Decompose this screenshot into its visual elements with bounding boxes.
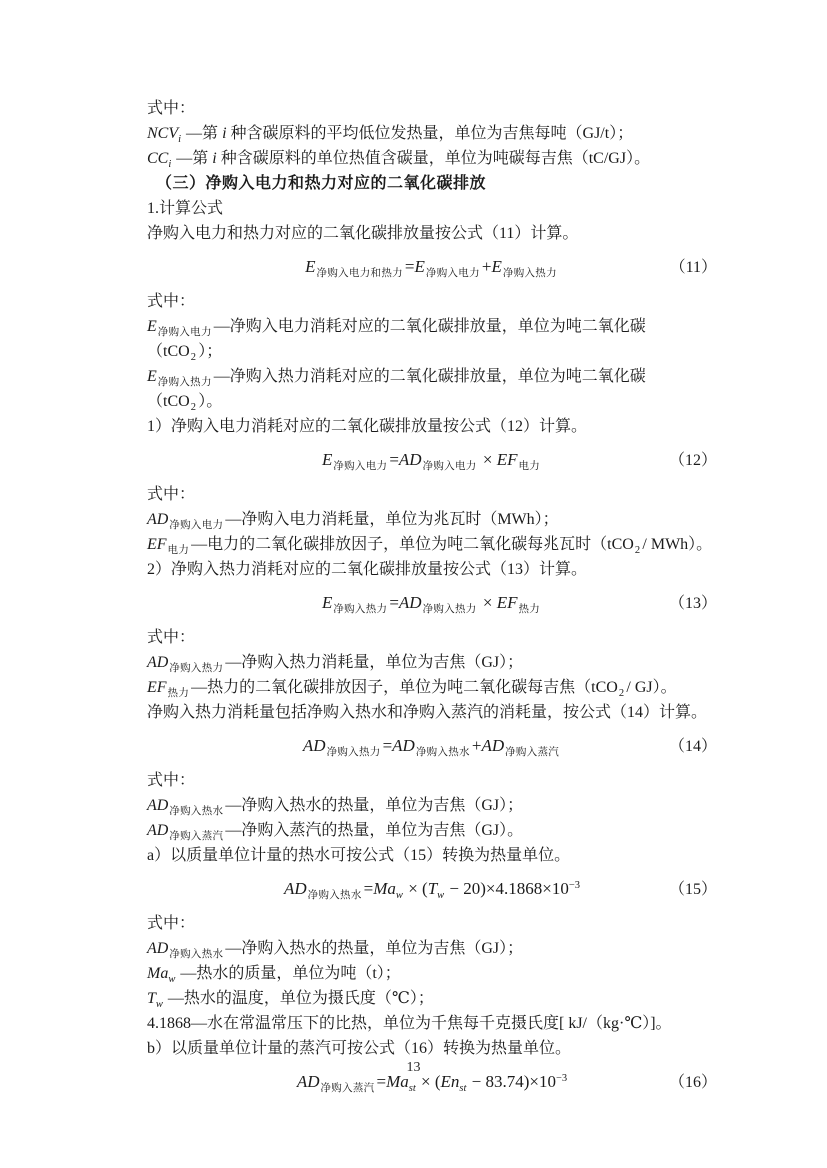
equation-body [303,733,561,758]
equation-body [322,447,542,472]
variable: AD [147,654,169,671]
subscript: st [459,1083,467,1094]
line-text [147,847,570,864]
equation-body [305,254,559,279]
text-run: × ( [403,879,428,898]
text-line [147,936,717,961]
text-run: —净购入热力消耗量，单位为吉焦（GJ）； [225,654,524,671]
text-run: 4.1868—水在常温常压下的比热，单位为千焦每千克摄氏度[ kJ/（kg·℃）]。 [147,1015,672,1032]
variable: E [305,257,316,276]
text-line [147,121,717,146]
subscript: st [408,1083,416,1094]
line-text [147,1040,571,1057]
text-line [147,314,717,364]
line-text [147,704,707,721]
equation-number: （14） [669,738,718,755]
text-run: − 20)×4.1868×10 [445,879,569,898]
text-line [147,911,717,936]
text-run: = [404,257,415,276]
line-text [147,536,713,556]
text-line [147,675,717,700]
subscript: i [168,159,172,170]
subscript: 净购入热力 [326,747,381,758]
page-number: 13 [406,1060,421,1075]
line-text [147,150,651,170]
subscript: 净购入热力 [502,268,557,279]
equation-row [147,447,717,473]
text-run: （三）净购入电力和热力对应的二氧化碳排放 [156,175,487,192]
text-line [147,768,717,793]
text-line [147,482,717,507]
text-run: = [363,879,374,898]
text-run: —热水的温度，单位为摄氏度（℃）； [163,990,434,1007]
text-line [147,146,717,171]
line-text [147,629,195,646]
subscript: 净购入蒸汽 [505,747,560,758]
variable: E [147,318,157,335]
line-text [147,940,524,960]
variable: EF [496,593,518,612]
line-text [147,225,578,242]
subscript: 净购入蒸汽 [320,1083,375,1094]
variable: Ma [373,879,396,898]
text-run: —第 [182,125,223,142]
variable: AD [283,879,307,898]
text-run: b）以质量单位计量的蒸汽可按公式（16）转换为热量单位。 [147,1040,572,1057]
text-line [147,96,717,121]
text-run: 式中： [147,629,196,646]
text-line [147,1011,717,1036]
line-text [147,915,195,932]
text-run: = [382,736,393,755]
text-line [147,961,717,986]
text-run: —第 [172,150,213,167]
subscript: 电力 [518,461,541,472]
equation-number-area [561,734,717,759]
text-run: × ( [416,1072,441,1091]
variable: E [321,593,333,612]
subscript: i [178,134,182,145]
equation-row [147,590,717,616]
text-run: —净购入热力消耗对应的二氧化碳排放量，单位为吨二氧化碳（tCO [147,368,646,410]
line-text [147,200,223,217]
text-run: —净购入热水的热量，单位为吉焦（GJ）； [225,797,524,814]
line-text [147,125,634,145]
text-run: − 83.74)×10 [467,1072,557,1091]
variable: EF [496,450,518,469]
variable: AD [398,593,422,612]
variable: AD [147,511,169,528]
subscript: 2 [634,545,641,556]
line-text [147,318,646,363]
variable: CC [147,150,169,167]
line-text [147,772,195,789]
text-run: —电力的二氧化碳排放因子，单位为吨二氧化碳每兆瓦时（tCO [191,536,634,553]
subscript: 净购入蒸汽 [169,831,224,842]
subscript: 净购入电力和热力 [316,268,403,279]
line-text [147,1015,672,1032]
text-line [147,1036,717,1061]
text-line [147,650,717,675]
subscript: 净购入热力 [157,377,212,388]
variable: En [440,1072,460,1091]
line-text [147,561,587,578]
text-run: 式中： [147,486,196,503]
text-run: = [376,1072,387,1091]
subscript: w [155,999,163,1010]
text-run: ）； [198,343,223,360]
equation-number-area [559,255,717,280]
text-run: 种含碳原料的平均低位发热量，单位为吉焦每吨（GJ/t）； [226,125,634,142]
text-run: 式中： [147,100,196,117]
variable: i [222,125,227,142]
text-run: + [481,257,492,276]
text-run: = [389,593,399,612]
text-line [147,843,717,868]
superscript: −3 [568,880,581,891]
line-text [156,175,486,192]
variable: Ma [386,1072,409,1091]
text-line [147,364,717,414]
variable: AD [147,940,169,957]
variable: E [414,257,425,276]
text-line [147,557,717,582]
line-text [147,418,587,435]
equation-number: （16） [668,1074,717,1091]
line-text [147,100,195,117]
variable: AD [392,736,415,755]
text-line [147,289,717,314]
subscript: 净购入热水 [307,890,362,901]
text-line [147,196,717,221]
subscript: 2 [618,688,625,699]
subscript: 净购入热力 [169,663,224,674]
text-line [147,221,717,246]
variable: E [321,450,333,469]
text-run: 式中： [147,293,196,310]
subscript: w [395,890,403,901]
text-run: ）。 [198,393,223,410]
variable: AD [147,797,169,814]
text-line [147,625,717,650]
text-run: / GJ）。 [626,679,677,696]
subscript: 2 [190,402,197,413]
line-text [147,654,524,674]
text-run: 净购入热力消耗量包括净购入热水和净购入蒸汽的消耗量，按公式（14）计算。 [147,704,708,721]
subscript: 净购入电力 [422,461,477,472]
variable: T [427,879,438,898]
page-content [147,96,717,1104]
text-run: × [478,450,497,469]
text-line [147,414,717,439]
text-run: —净购入电力消耗量，单位为兆瓦时（MWh）； [225,511,559,528]
text-run: 种含碳原料的单位热值含碳量，单位为吨碳每吉焦（tC/GJ）。 [216,150,651,167]
text-line [147,532,717,557]
subscript: 净购入热水 [169,949,224,960]
subscript: 净购入热水 [415,747,470,758]
line-text [147,990,434,1010]
text-line [147,818,717,843]
line-text [147,293,195,310]
equation-row [147,876,717,902]
text-run: 净购入电力和热力对应的二氧化碳排放量按公式（11）计算。 [147,225,579,242]
text-run: 式中： [147,915,196,932]
variable: Ma [147,965,169,982]
text-run: —热水的质量，单位为吨（t）； [176,965,401,982]
text-run: 1）净购入电力消耗对应的二氧化碳排放量按公式（12）计算。 [147,418,588,435]
text-run: = [389,450,399,469]
subscript: 净购入电力 [425,268,480,279]
text-run: —净购入电力消耗对应的二氧化碳排放量，单位为吨二氧化碳（tCO [147,318,646,360]
variable: i [212,150,217,167]
variable: EF [147,536,167,553]
text-line [147,986,717,1011]
subscript: 热力 [518,604,541,615]
variable: AD [147,822,169,839]
line-text [147,486,195,503]
line-text [147,965,401,985]
variable: EF [147,679,167,696]
line-text [147,368,646,413]
line-text [147,822,524,842]
variable: AD [296,1072,320,1091]
variable: NCV [147,125,179,142]
text-run: a）以质量单位计量的热水可按公式（15）转换为热量单位。 [147,847,571,864]
subscript: 净购入热水 [169,806,224,817]
variable: E [491,257,502,276]
equation-number-area [542,591,717,616]
equation-body [322,590,542,615]
equation-number: （13） [669,595,718,612]
equation-number: （12） [669,452,718,469]
equation-number: （15） [669,881,718,898]
subscript: w [168,974,176,985]
subscript: 2 [190,352,197,363]
text-run: —净购入热水的热量，单位为吉焦（GJ）； [225,940,524,957]
subscript: 电力 [167,545,190,556]
line-text [147,679,677,699]
variable: AD [481,736,505,755]
equation-number: （11） [669,259,718,276]
subscript: 热力 [167,688,190,699]
subscript: 净购入热力 [422,604,477,615]
subscript: 净购入热力 [333,604,388,615]
text-line [147,793,717,818]
equation-row [147,733,717,759]
subscript: 净购入电力 [157,327,212,338]
equation-number-area [542,448,717,473]
line-text [147,797,524,817]
text-run: —热力的二氧化碳排放因子，单位为吨二氧化碳每吉焦（tCO [191,679,618,696]
subscript: w [437,890,445,901]
text-run: + [471,736,482,755]
text-run: —净购入蒸汽的热量，单位为吉焦（GJ）。 [225,822,524,839]
text-run: 1.计算公式 [147,200,224,217]
subscript: 净购入电力 [169,520,224,531]
text-line [147,507,717,532]
text-run: 式中： [147,772,196,789]
equation-number-area [580,877,717,902]
text-line [147,700,717,725]
equation-row [147,254,717,280]
equation-body [284,876,580,901]
variable: T [147,990,156,1007]
variable: AD [398,450,422,469]
text-run: / MWh）。 [642,536,713,553]
text-run: 2）净购入热力消耗对应的二氧化碳排放量按公式（13）计算。 [147,561,588,578]
variable: AD [302,736,326,755]
subscript: 净购入电力 [333,461,388,472]
variable: E [147,368,157,385]
line-text [147,511,559,531]
text-run: × [478,593,497,612]
section-heading [147,171,717,196]
superscript: −3 [556,1073,568,1084]
